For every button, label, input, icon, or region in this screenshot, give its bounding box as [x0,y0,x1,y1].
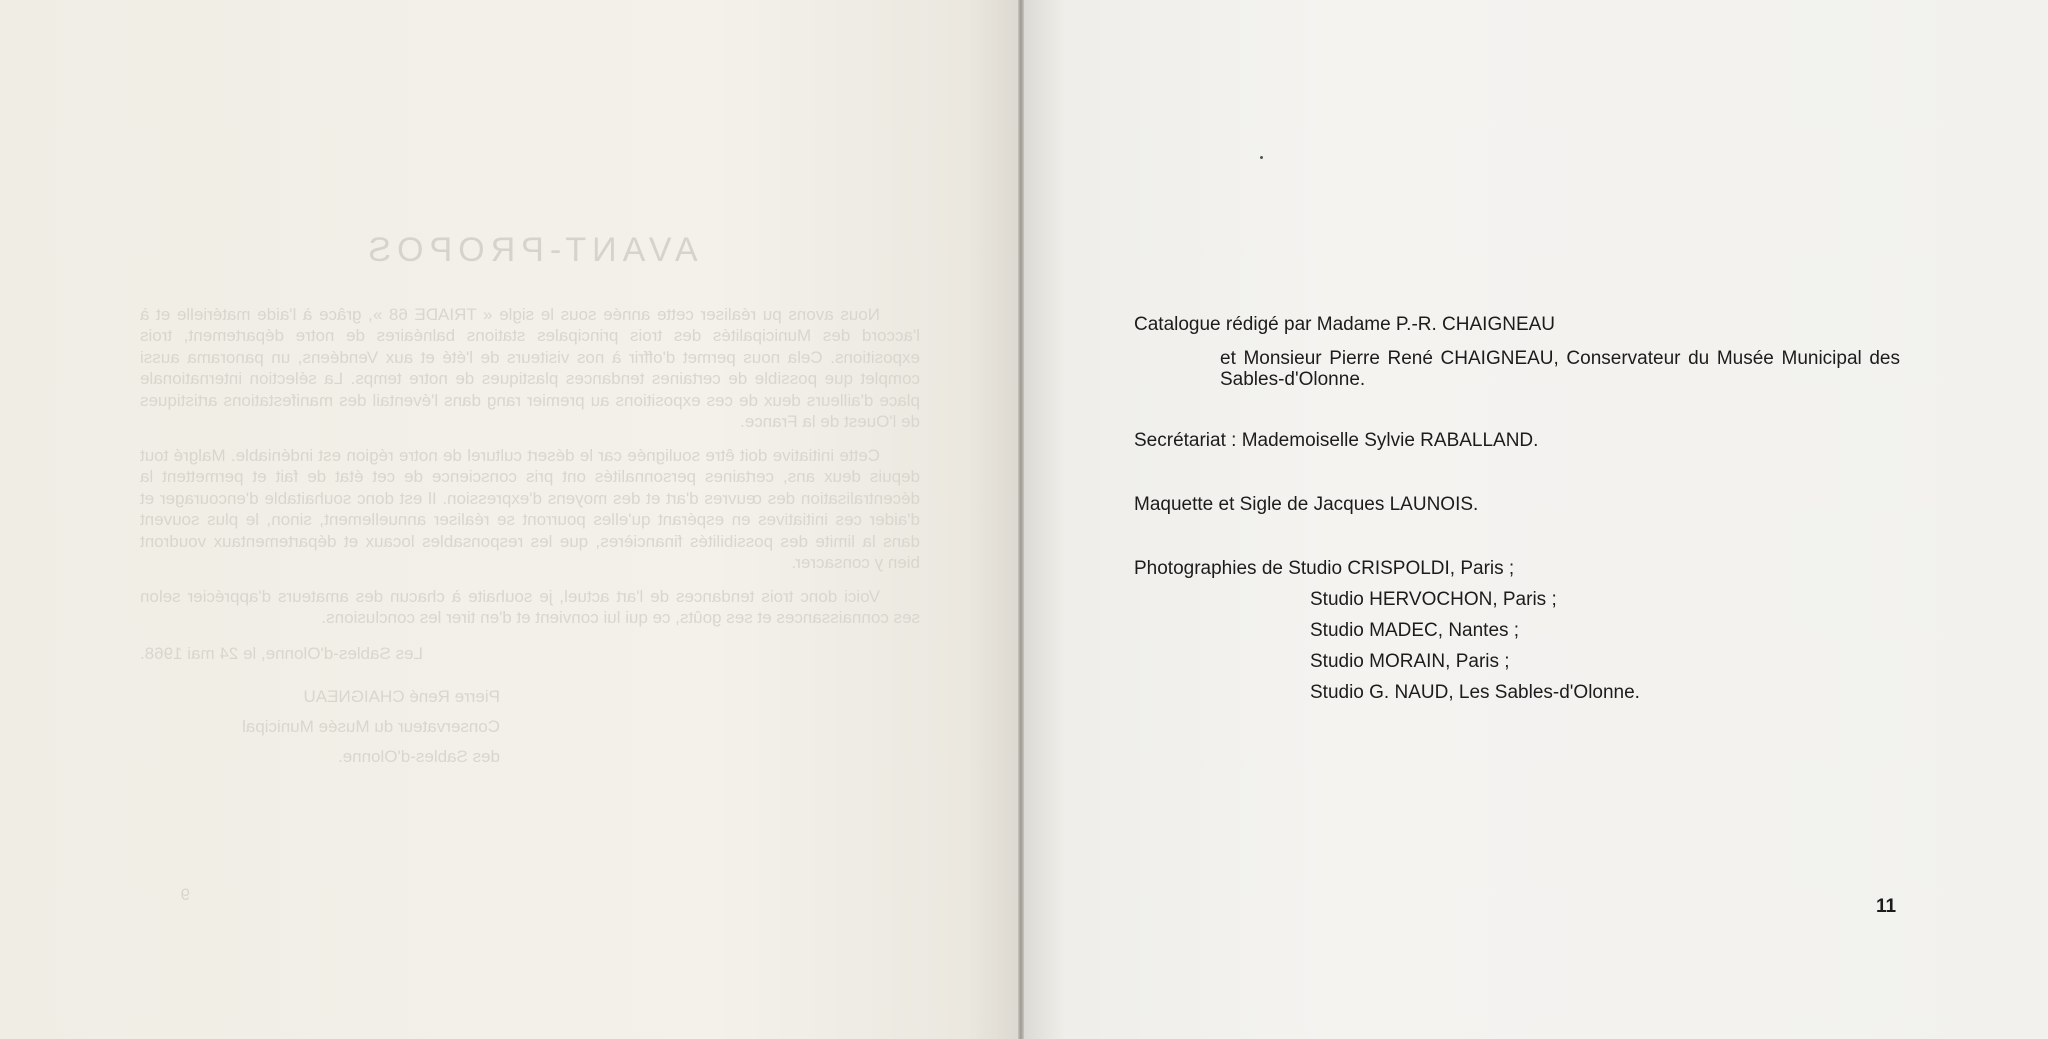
showthrough-paragraph: Voici donc trois tendances de l'art actuel, je souhaite à chacun des amateurs d'apprécier selon ses connaissances et ses goûts, ce qui lui convient et d'en tirer les conclusions. [140,586,920,627]
showthrough-paragraph: Cette initiative doit être soulignée car le désert culturel de notre région est indéniable. Malgré tout depuis deux ans, certaines personnalités ont pris conscience de cet état de fait et permettent la décentralisation des œuvres d'art et des moyens d'expression. Il est donc souhaitable d'encourager et d'aider ces initiatives en espérant qu'elles pourront se réaliser annuellement, sinon, le plus souvent dans la limite des possibilités financières, que les responsables locaux et départementaux voudront bien y consacrer. [140,445,920,572]
studio-line: Studio HERVOCHON, Paris ; [1310,589,1557,610]
showthrough-place-date: Les Sables-d'Olonne, le 24 mai 1968. [140,643,423,663]
credit-sub-line: et Monsieur Pierre René CHAIGNEAU, Conservateur du Musée Municipal des Sables-d'Olonne. [1220,348,1900,390]
photographies-line: Photographies de Studio CRISPOLDI, Paris ; [1134,558,1515,579]
showthrough-signature-line: Conservateur du Musée Municipal [242,717,500,736]
paper-speck [1260,156,1263,159]
page-number: 11 [1876,896,1897,917]
showthrough-paragraph: Nous avons pu réaliser cette année sous le sigle « TRIADE 68 », grâce à l'aide matérielle et à l'accord des Municipalités des trois principales stations balnéaires de notre département, trois expositions. Cela nous permet d'offrir à nos visiteurs de l'été et aux Vendéens, un panorama aussi complet que possible de certaines tendances plastiques de notre temps. La sélection internationale place d'ailleurs deux de ces expositions au premier rang dans l'éventail des manifestations artistiques de l'Ouest de la France. [140,304,920,431]
credit-main-line: Catalogue rédigé par Madame P.-R. CHAIGNEAU [1134,314,1556,335]
studio-line: Studio G. NAUD, Les Sables-d'Olonne. [1310,682,1640,703]
showthrough-title: AVANT-PROPOS [362,231,698,269]
showthrough-text [140,231,920,904]
showthrough-signature-line: des Sables-d'Olonne. [337,747,500,766]
showthrough-signature-line: Pierre René CHAIGNEAU [303,687,500,706]
showthrough-page-number: 9 [180,885,190,904]
right-page [1024,0,2048,1039]
studio-line: Studio MORAIN, Paris ; [1310,651,1510,672]
secretariat-line: Secrétariat : Mademoiselle Sylvie RABALLAND. [1134,430,1539,451]
studio-line: Studio MADEC, Nantes ; [1310,620,1520,641]
left-page [0,0,1018,1039]
showthrough-signature [140,682,500,772]
maquette-line: Maquette et Sigle de Jacques LAUNOIS. [1134,494,1479,515]
